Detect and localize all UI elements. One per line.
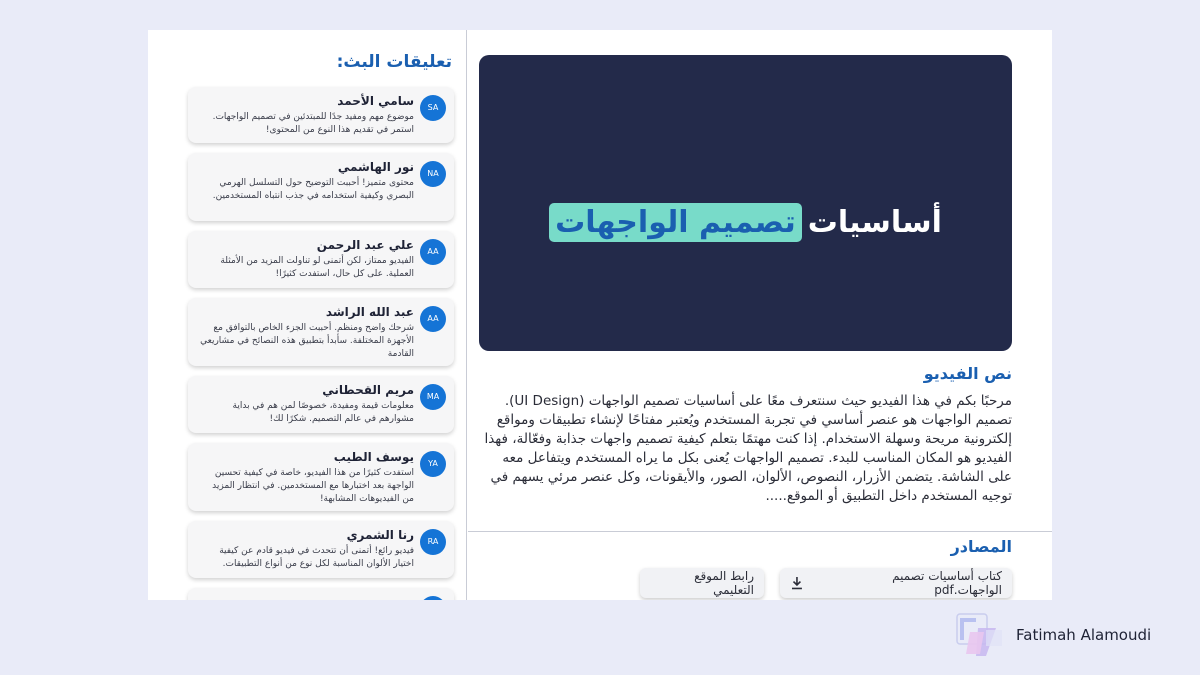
avatar: [420, 596, 446, 600]
video-title-highlight: تصميم الواجهات: [549, 203, 802, 242]
comments-panel[interactable]: [148, 30, 467, 600]
transcript-title: نص الفيديو: [923, 364, 1012, 383]
avatar: YA: [420, 451, 446, 477]
avatar: RA: [420, 529, 446, 555]
avatar: AA: [420, 239, 446, 265]
transcript-body: مرحبًا بكم في هذا الفيديو حيث سنتعرف معًا على أساسيات تصميم الواجهات (UI Design). تصميم الواجهات هو عنصر أساسي في تجربة المستخدم ويُعتبر مفتاحًا لإنشاء تطبيقات ومواقع إلكترونية مريحة وسهلة الاستخدام. إذا كنت مهتمًا بتعلم كيفية تصميم واجهات جذابة وفعّالة، فهذا الفيديو هو المكان المناسب للبدء. تصميم الواجهات يُعنى بكل ما يراه المستخدم ويتفاعل معه على الشاشة. يتضمن الأزرار، النصوص، الألوان، الصور، والأيقونات، وكل عنصر مرئي يسهم في توجيه المستخدم داخل التطبيق أو الموقع.....: [484, 393, 1012, 504]
comment-text: محتوى متميز! أحببت التوضيح حول التسلسل الهرمي البصري وكيفية استخدامه في جذب انتباه المستخدمين.: [212, 178, 414, 201]
download-icon: [790, 576, 804, 590]
educational-site-link[interactable]: [640, 568, 764, 598]
avatar: AA: [420, 306, 446, 332]
comment-card: [188, 231, 454, 288]
brand: [956, 612, 1151, 658]
educational-site-label: رابط الموقع التعليمي: [694, 569, 754, 597]
comment-text: معلومات قيمة ومفيدة، خصوصًا لمن هم في بداية مشوارهم في عالم التصميم. شكرًا لك!: [232, 401, 414, 424]
comment-text: الفيديو ممتاز، لكن أتمنى لو تناولت المزيد من الأمثلة العملية. على كل حال، استفدت كثيرًا!: [220, 256, 414, 279]
main-content: [468, 30, 1052, 600]
comment-card: [188, 87, 454, 143]
comment-author: علي عبد الرحمن: [316, 238, 414, 252]
avatar: MA: [420, 384, 446, 410]
comment-author: يوسف الطيب: [333, 450, 414, 464]
divider: [468, 531, 1052, 532]
comment-author: عبد الله الراشد: [325, 305, 414, 319]
video-title: [479, 203, 1012, 242]
comment-card: [188, 298, 454, 366]
comment-author: رنا الشمري: [346, 528, 414, 542]
comment-card: [188, 521, 454, 578]
video-title-plain: أساسيات: [807, 205, 942, 240]
sources-title: المصادر: [950, 537, 1012, 556]
avatar: SA: [420, 95, 446, 121]
comment-card: [188, 376, 454, 433]
page-canvas: [148, 30, 1052, 600]
comment-text: موضوع مهم ومفيد جدًا للمبتدئين في تصميم الواجهات. استمر في تقديم هذا النوع من المحتوى!: [212, 112, 414, 135]
comment-author: مريم القحطاني: [322, 383, 414, 397]
comments-title: تعليقات البث:: [336, 52, 452, 72]
comment-author: نور الهاشمي: [337, 160, 414, 174]
download-book-label: كتاب أساسيات تصميم الواجهات.pdf: [892, 569, 1002, 597]
comment-text: استفدت كثيرًا من هذا الفيديو، خاصة في كيفية تحسين الواجهة بعد اختبارها مع المستخدمين. في انتظار المزيد من الفيديوهات المشابهة!: [212, 468, 414, 504]
brand-logo-icon: [956, 612, 1006, 658]
avatar: NA: [420, 161, 446, 187]
comment-card: [188, 443, 454, 511]
download-book-button[interactable]: [780, 568, 1012, 598]
comment-author: سامي الأحمد: [337, 94, 414, 108]
comment-text: فيديو رائع! أتمنى أن تتحدث في فيديو قادم عن كيفية اختيار الألوان المناسبة لكل نوع من أنواع التطبيقات.: [219, 546, 414, 569]
comment-text: شرحك واضح ومنظم. أحببت الجزء الخاص بالتوافق مع الأجهزة المختلفة. سأبدأ بتطبيق هذه النصائح في مشاريعي القادمة: [200, 323, 414, 359]
comment-card: [188, 153, 454, 221]
comment-card-partial: [188, 588, 454, 600]
video-player[interactable]: [479, 55, 1012, 351]
brand-name: Fatimah Alamoudi: [1016, 626, 1152, 644]
